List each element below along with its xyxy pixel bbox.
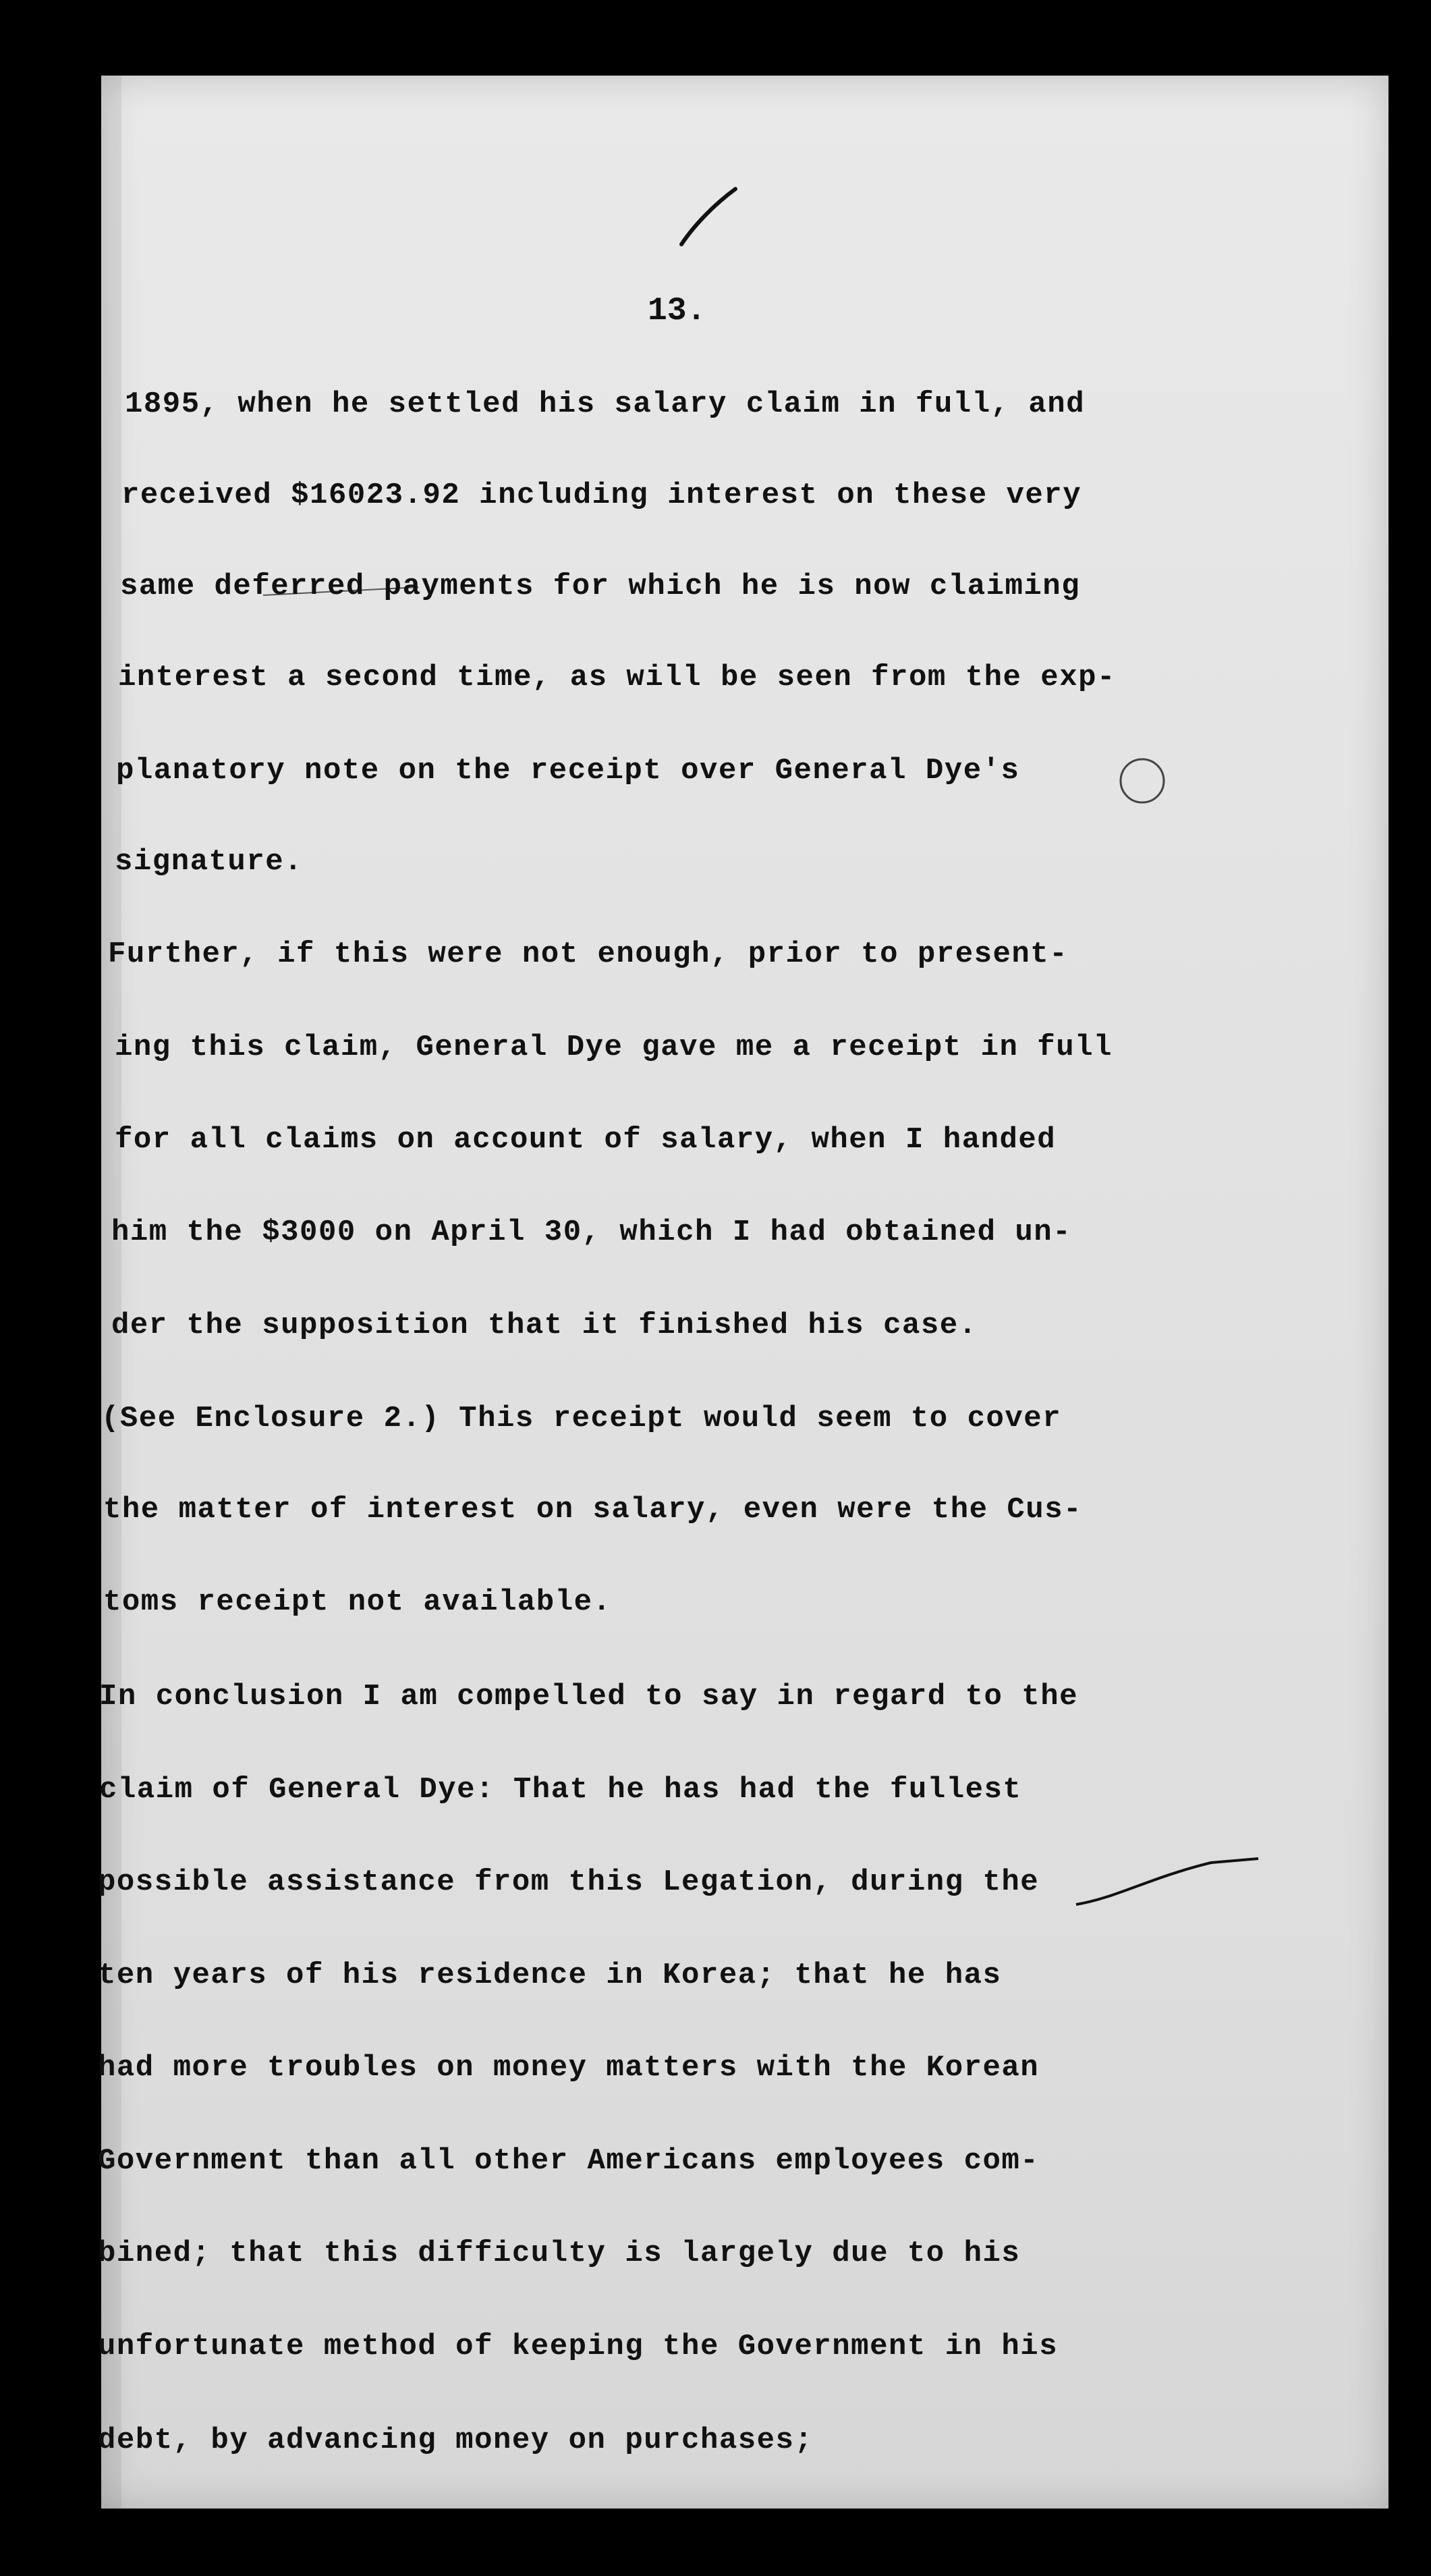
text-line: Government than all other Americans employees com- xyxy=(98,2144,1040,2178)
text-line: ing this claim, General Dye gave me a receipt in full xyxy=(115,1031,1113,1064)
text-line: 1895, when he settled his salary claim in full, and xyxy=(125,387,1086,421)
text-line: had more troubles on money matters with the Korean xyxy=(98,2051,1040,2085)
text-line: same deferred payments for which he is now claiming xyxy=(120,570,1081,603)
text-line: Further, if this were not enough, prior to present- xyxy=(108,937,1069,971)
punch-hole-mark xyxy=(1117,754,1171,808)
document-page xyxy=(98,76,1388,2509)
text-line: bined; that this difficulty is largely due to his xyxy=(98,2237,1021,2270)
text-line: the matter of interest on salary, even were the Cus- xyxy=(103,1493,1083,1527)
text-line: In conclusion I am compelled to say in regard to the xyxy=(99,1680,1079,1714)
text-line: possible assistance from this Legation, during the xyxy=(98,1865,1040,1899)
text-line: ten years of his residence in Korea; that he has xyxy=(98,1958,1002,1992)
margin-pen-stroke xyxy=(1069,1844,1272,1925)
text-line: debt, by advancing money on purchases; xyxy=(98,2423,814,2457)
text-line: for all claims on account of salary, when I handed xyxy=(115,1123,1057,1157)
text-line: der the supposition that it finished his case. xyxy=(111,1309,978,1342)
text-line: toms receipt not available. xyxy=(103,1585,612,1619)
text-line: signature. xyxy=(115,845,304,879)
text-line: planatory note on the receipt over General Dye's xyxy=(116,754,1020,788)
text-line: (See Enclosure 2.) This receipt would seem to cover xyxy=(101,1402,1062,1435)
text-line: received $16023.92 including interest on these very xyxy=(121,478,1082,512)
text-line: him the $3000 on April 30, which I had obtained un- xyxy=(111,1215,1072,1249)
text-line: interest a second time, as will be seen from the exp- xyxy=(118,661,1116,694)
text-line: unfortunate method of keeping the Government in his xyxy=(98,2330,1059,2363)
text-line: claim of General Dye: That he has had the fullest xyxy=(99,1773,1022,1807)
pen-tick-mark xyxy=(668,177,749,258)
page-number: 13. xyxy=(648,293,706,329)
